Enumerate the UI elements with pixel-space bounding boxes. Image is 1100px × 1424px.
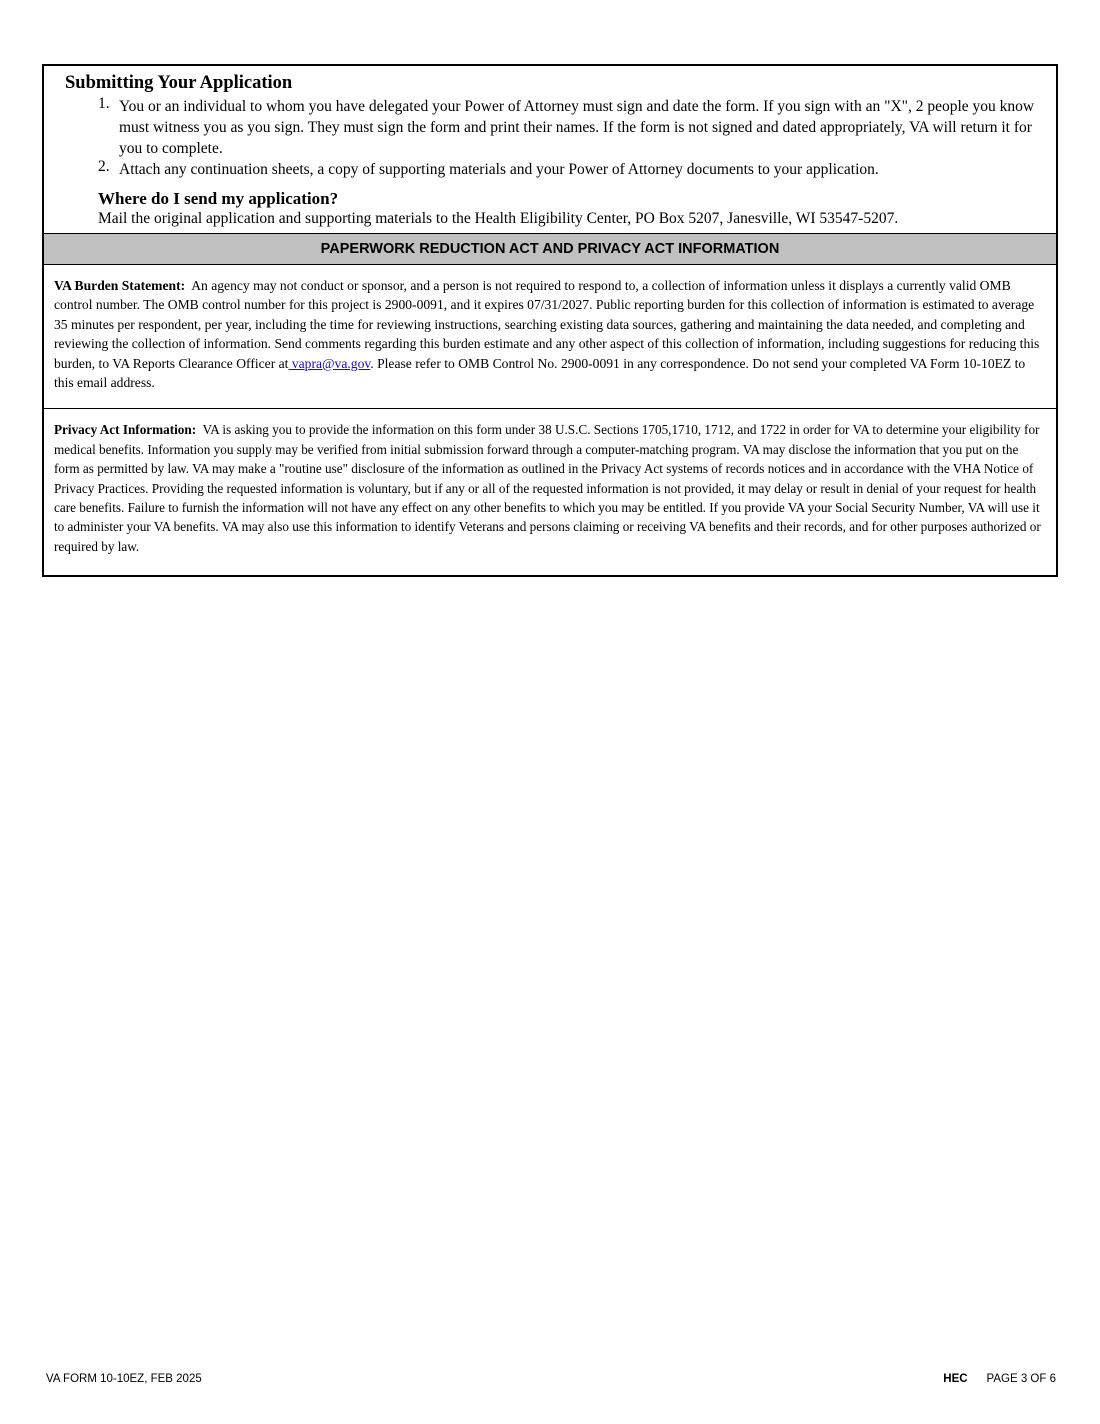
section-banner: PAPERWORK REDUCTION ACT AND PRIVACY ACT INFORMATION: [44, 234, 1056, 265]
burden-text: An agency may not conduct or sponsor, and a person is not required to respond to, a collection of information unless it displays a currently valid OMB control number. The OMB control number for this project is 2900-0091, and it expires 07/31/2027. Public reporting burden for this collection of information is estimated to average 35 minutes per respondent, per year, including the time for reviewing instructions, searching existing data sources, gathering and maintaining the data needed, and completing and reviewing the collection of information. Send comments regarding this burden estimate and any other aspect of this collection of information, including suggestions for reducing this burden, to VA Reports Clearance Officer at: [54, 278, 1040, 371]
burden-lead: VA Burden Statement:: [54, 278, 186, 293]
submitting-title: Submitting Your Application: [65, 73, 293, 93]
form-id: VA FORM 10-10EZ, FEB 2025: [46, 1373, 202, 1385]
privacy-lead: Privacy Act Information:: [54, 422, 197, 438]
office-code: HEC: [943, 1373, 968, 1385]
form-frame: [42, 64, 1058, 577]
step-number: 2.: [98, 158, 110, 175]
privacy-text: VA is asking you to provide the information on this form under 38 U.S.C. Sections 1705,1710, 1712, and 1722 in order for VA to determine your eligibility for medical benefits. Information you supply may be verified from initial submission forward through a computer-matching program. VA may disclose the information that you put on the form as permitted by law. VA may make a "routine use" disclosure of the information as outlined in the Privacy Act systems of records notices and in accordance with the VHA Notice of Privacy Practices. Providing the requested information is voluntary, but if any or all of the requested information is not provided, it may delay or result in denial of your request for health care benefits. Failure to furnish the information will not have any effect on any other benefits to which you may be entitled. If you provide VA your Social Security Number, VA will use it to administer your VA benefits. VA may also use this information to identify Veterans and persons claiming or receiving VA benefits and their records, and for other purposes authorized or required by law.: [54, 422, 1041, 554]
step-item: [98, 96, 1042, 159]
submitting-section: [44, 66, 1056, 234]
step-text: Attach any continuation sheets, a copy of supporting materials and your Power of Attorney documents to your application.: [119, 161, 879, 178]
where-title: Where do I send my application?: [98, 189, 339, 208]
step-text: You or an individual to whom you have delegated your Power of Attorney must sign and date the form. If you sign with an "X", 2 people you know must witness you as you sign. They must sign the form and print their names. If the form is not signed and dated appropriately, VA will return it for you to complete.: [119, 98, 1035, 157]
privacy-act-statement: [44, 409, 1056, 575]
burden-text-end: . Please refer to OMB Control No. 2900-0091 in any correspondence. Do not send your completed VA Form 10-10EZ to this email address.: [54, 355, 1026, 391]
page-number: PAGE 3 OF 6: [986, 1373, 1056, 1385]
mailing-address-text: Mail the original application and supporting materials to the Health Eligibility Center, PO Box 5207, Janesville, WI 53547-5207.: [98, 210, 899, 227]
burden-statement: [44, 265, 1056, 409]
submission-steps: [65, 96, 1042, 180]
email-text: vapra@va.gov: [291, 355, 371, 371]
step-item: [98, 159, 1042, 180]
step-number: 1.: [98, 95, 110, 112]
page-footer: [943, 1373, 1056, 1385]
email-link[interactable]: [288, 356, 370, 371]
where-to-send: [65, 188, 1042, 229]
